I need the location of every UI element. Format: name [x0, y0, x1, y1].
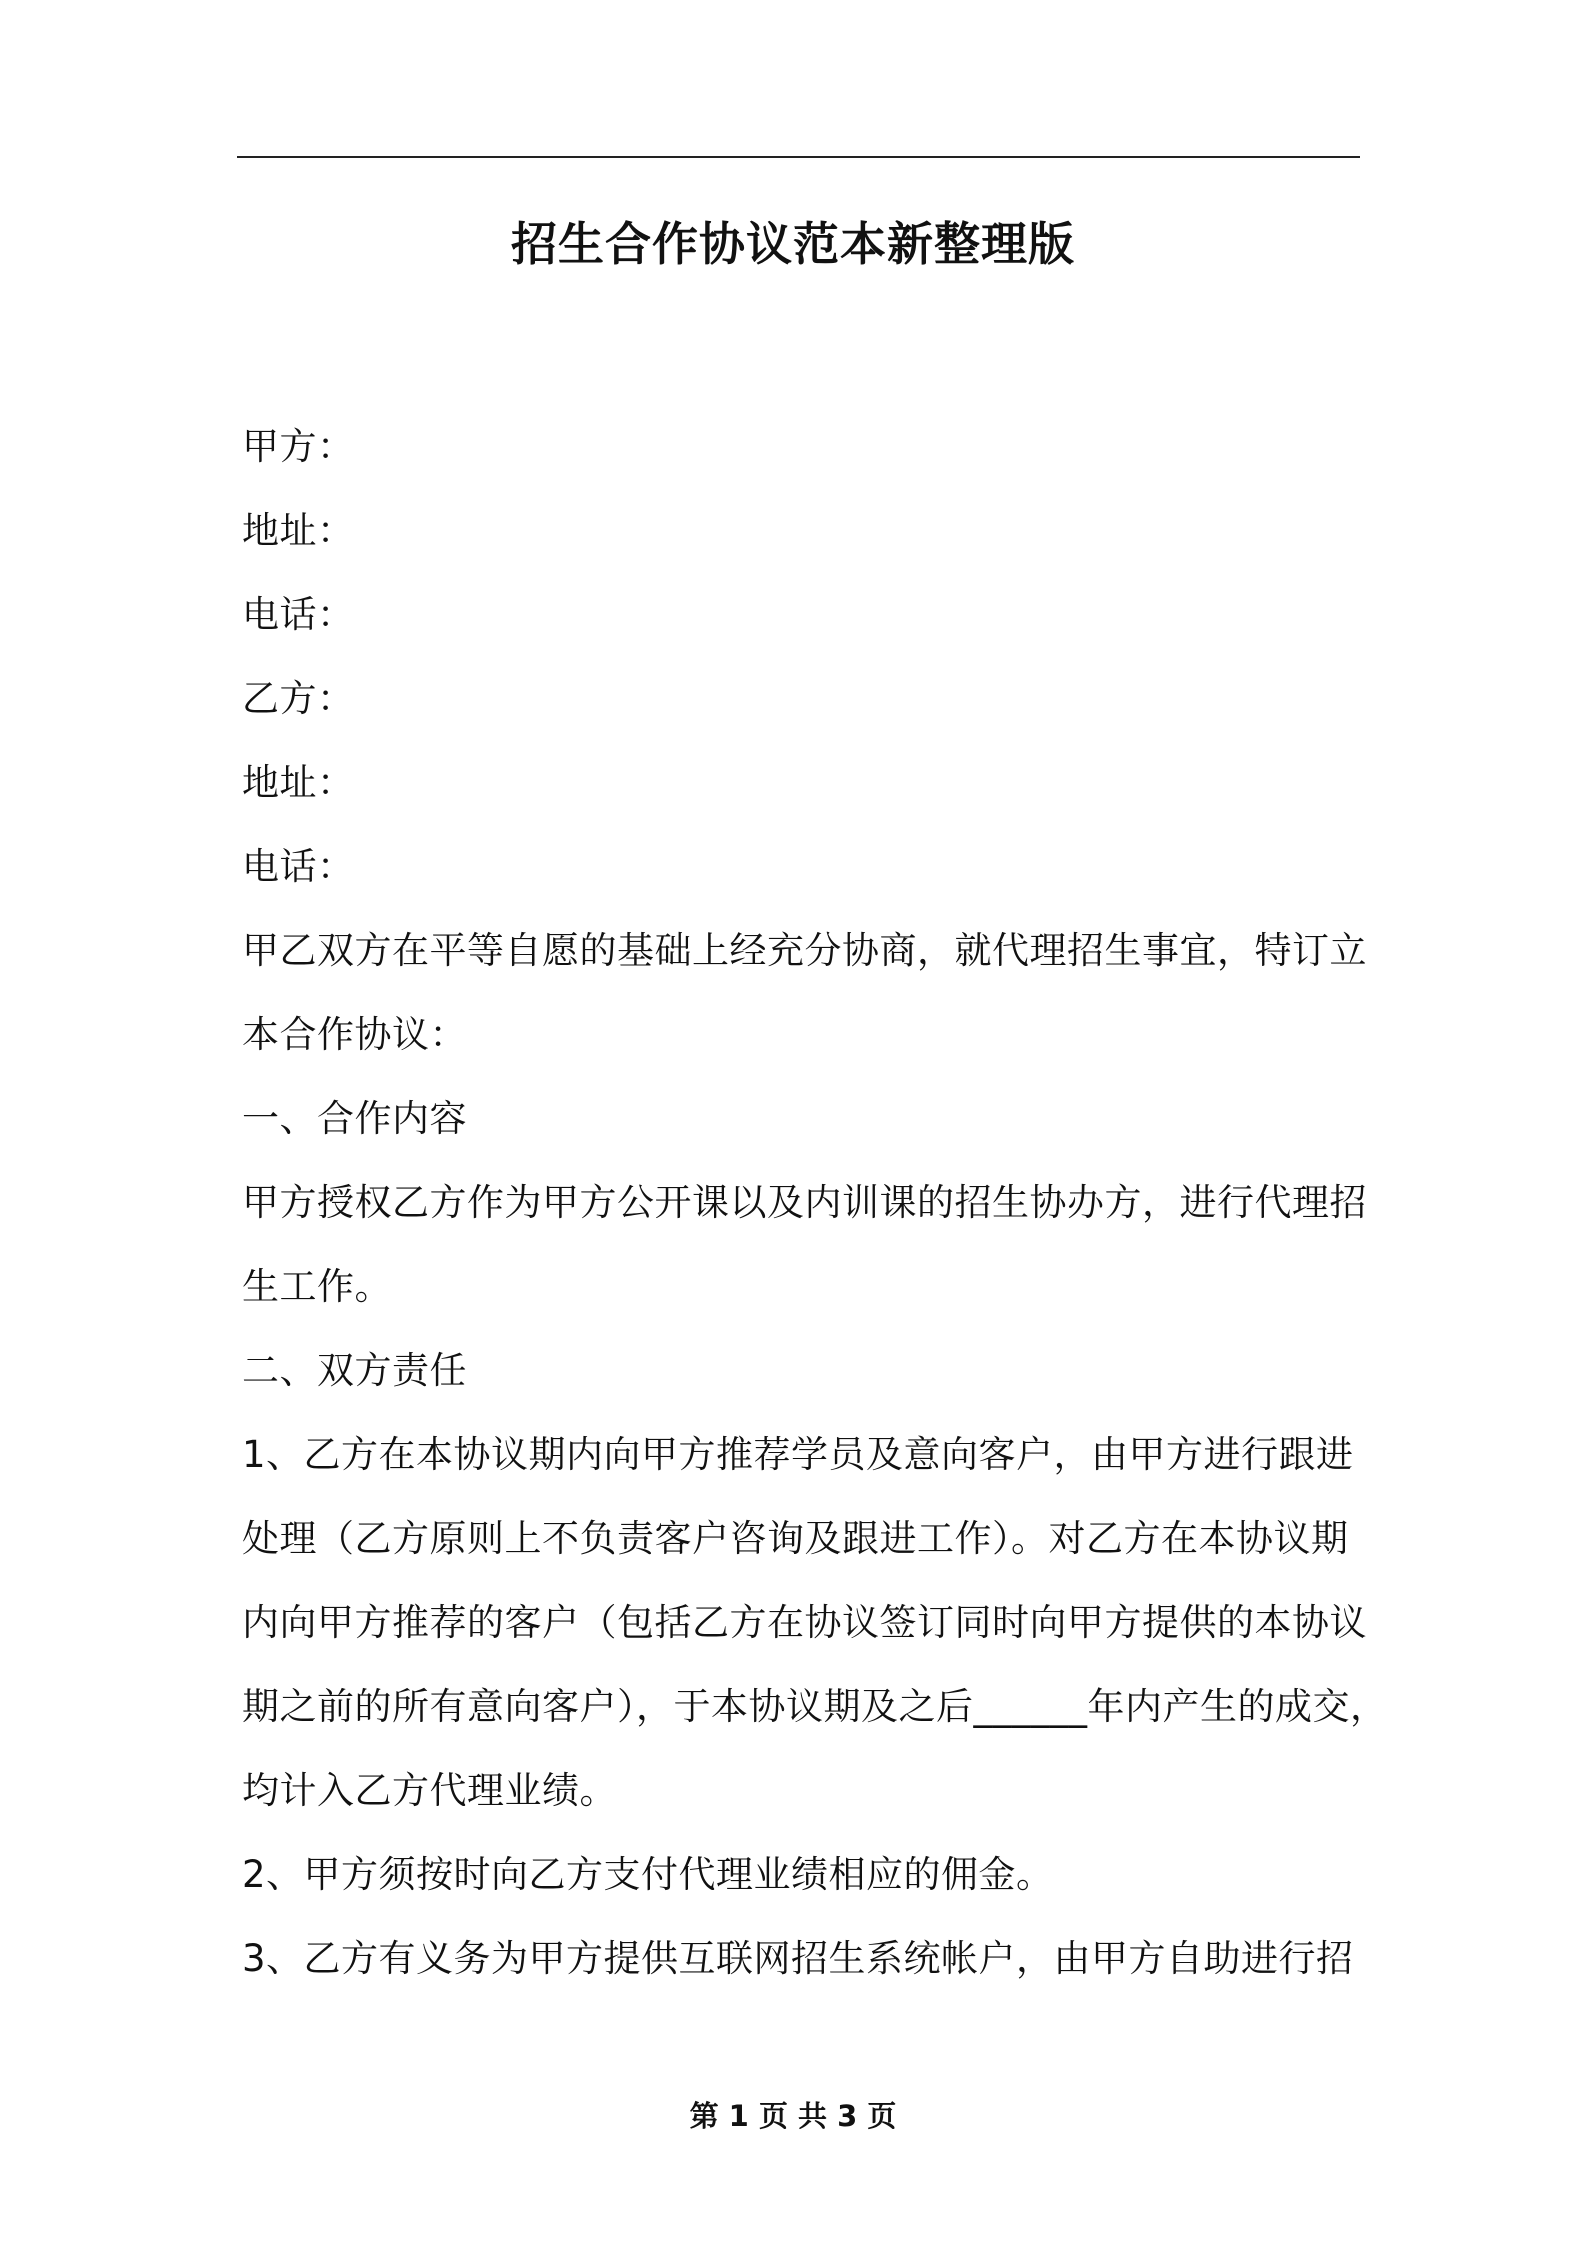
- header-rule: [237, 156, 1360, 158]
- party-a-phone-label: 电话：: [242, 593, 355, 636]
- clause-line: 1、乙方在本协议期内向甲方推荐学员及意向客户，由甲方进行跟进: [242, 1433, 1354, 1476]
- party-a-address-label: 地址：: [242, 509, 355, 552]
- paragraph-line: 生工作。: [242, 1265, 392, 1308]
- document-body: [242, 405, 1388, 2001]
- party-b-label: 乙方：: [242, 677, 355, 720]
- document-title: 招生合作协议范本新整理版: [511, 217, 1075, 271]
- clause-line: 期之前的所有意向客户），于本协议期及之后______年内产生的成交，: [242, 1685, 1388, 1728]
- clause-line: 3、乙方有义务为甲方提供互联网招生系统帐户，由甲方自助进行招: [242, 1937, 1354, 1980]
- preamble-line: 本合作协议：: [242, 1013, 467, 1056]
- clause-line: 2、甲方须按时向乙方支付代理业绩相应的佣金。: [242, 1853, 1054, 1896]
- paragraph-line: 甲方授权乙方作为甲方公开课以及内训课的招生协办方，进行代理招: [242, 1181, 1367, 1224]
- party-a-label: 甲方：: [242, 425, 355, 468]
- party-b-phone-label: 电话：: [242, 845, 355, 888]
- party-b-address-label: 地址：: [242, 761, 355, 804]
- clause-line: 均计入乙方代理业绩。: [242, 1769, 617, 1812]
- section-heading-cooperation: 一、合作内容: [242, 1097, 467, 1140]
- preamble-line: 甲乙双方在平等自愿的基础上经充分协商，就代理招生事宜，特订立: [242, 929, 1367, 972]
- section-heading-responsibilities: 二、双方责任: [242, 1349, 467, 1392]
- clause-line: 内向甲方推荐的客户（包括乙方在协议签订同时向甲方提供的本协议: [242, 1601, 1367, 1644]
- clause-line: 处理（乙方原则上不负责客户咨询及跟进工作）。对乙方在本协议期: [242, 1517, 1349, 1560]
- page-number-footer: 第 1 页 共 3 页: [689, 2099, 897, 2133]
